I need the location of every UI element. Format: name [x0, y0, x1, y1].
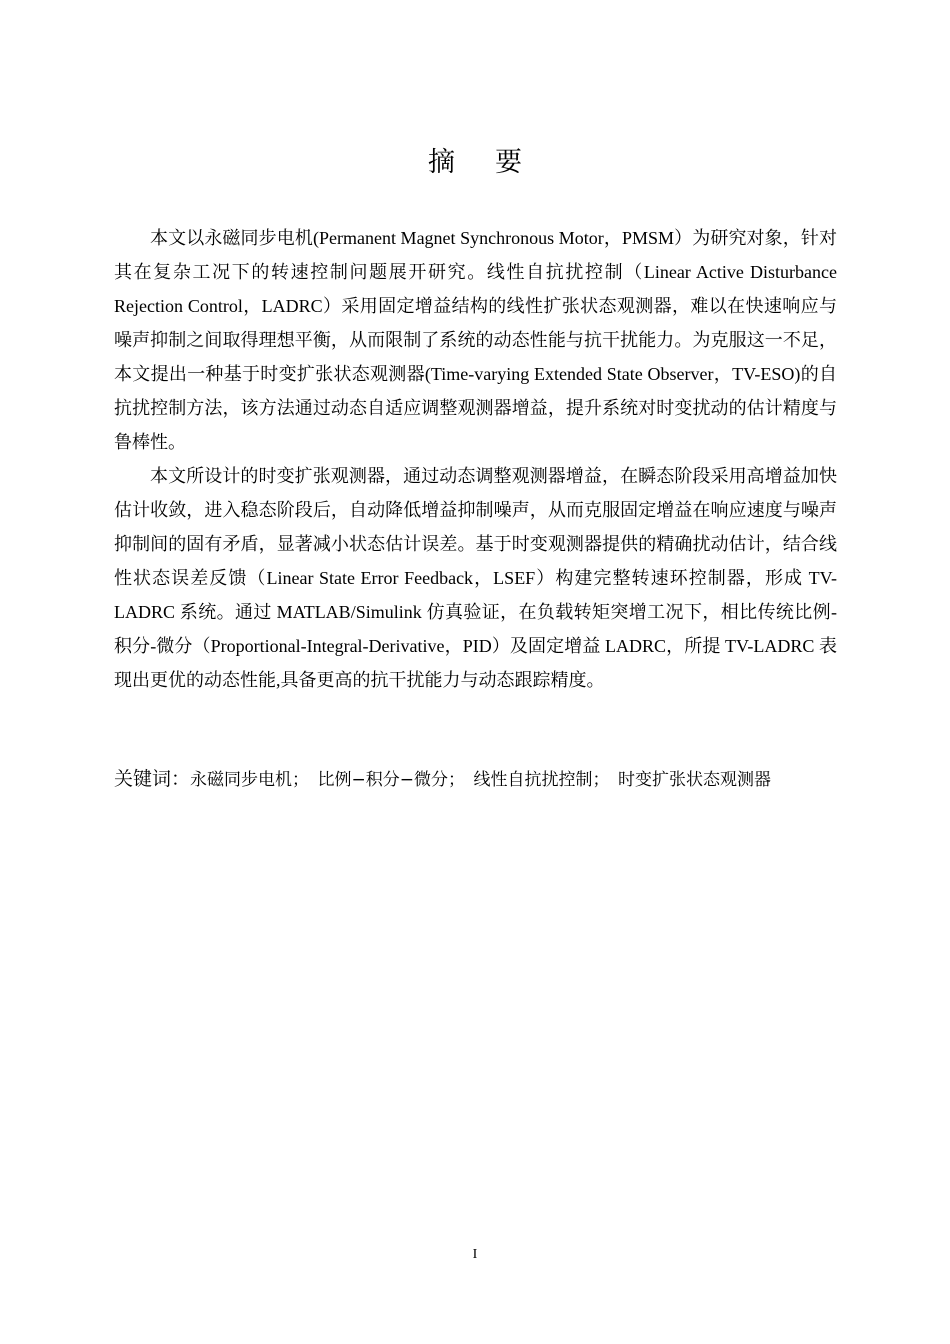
keywords-text: 永磁同步电机； 比例−积分−微分； 线性自抗扰控制； 时变扩张状态观测器 [190, 770, 772, 790]
abstract-body [114, 221, 837, 697]
keywords-label: 关键词： [114, 768, 191, 790]
abstract-paragraph-2: 本文所设计的时变扩张观测器，通过动态调整观测器增益，在瞬态阶段采用高增益加快估计收敛，进入稳态阶段后，自动降低增益抑制噪声，从而克服固定增益在响应速度与噪声抑制间的固有矛盾，显著减小状态估计误差。基于时变观测器提供的精确扰动估计，结合线性状态误差反馈（Linear State Error Feedback，LSEF）构建完整转速环控制器，形成 TV-LADRC 系统。通过 MATLAB/Simulink 仿真验证，在负载转矩突增工况下，相比传统比例-积分-微分（Proportional-Integral-Derivative，PID）及固定增益 LADRC，所提 TV-LADRC 表现出更优的动态性能,具备更高的抗干扰能力与动态跟踪精度。 [114, 466, 837, 690]
page-number: I [472, 1247, 478, 1262]
keywords-line [114, 763, 837, 796]
abstract-title: 摘要 [428, 147, 562, 178]
abstract-paragraph-1: 本文以永磁同步电机(Permanent Magnet Synchronous Motor，PMSM）为研究对象，针对其在复杂工况下的转速控制问题展开研究。线性自抗扰控制（Linear Active Disturbance Rejection Control，LADRC）采用固定增益结构的线性扩张状态观测器，难以在快速响应与噪声抑制之间取得理想平衡，从而限制了系统的动态性能与抗干扰能力。为克服这一不足，本文提出一种基于时变扩张状态观测器(Time-varying Extended State Observer，TV-ESO)的自抗扰控制方法，该方法通过动态自适应调整观测器增益，提升系统对时变扰动的估计精度与鲁棒性。 [114, 228, 837, 452]
